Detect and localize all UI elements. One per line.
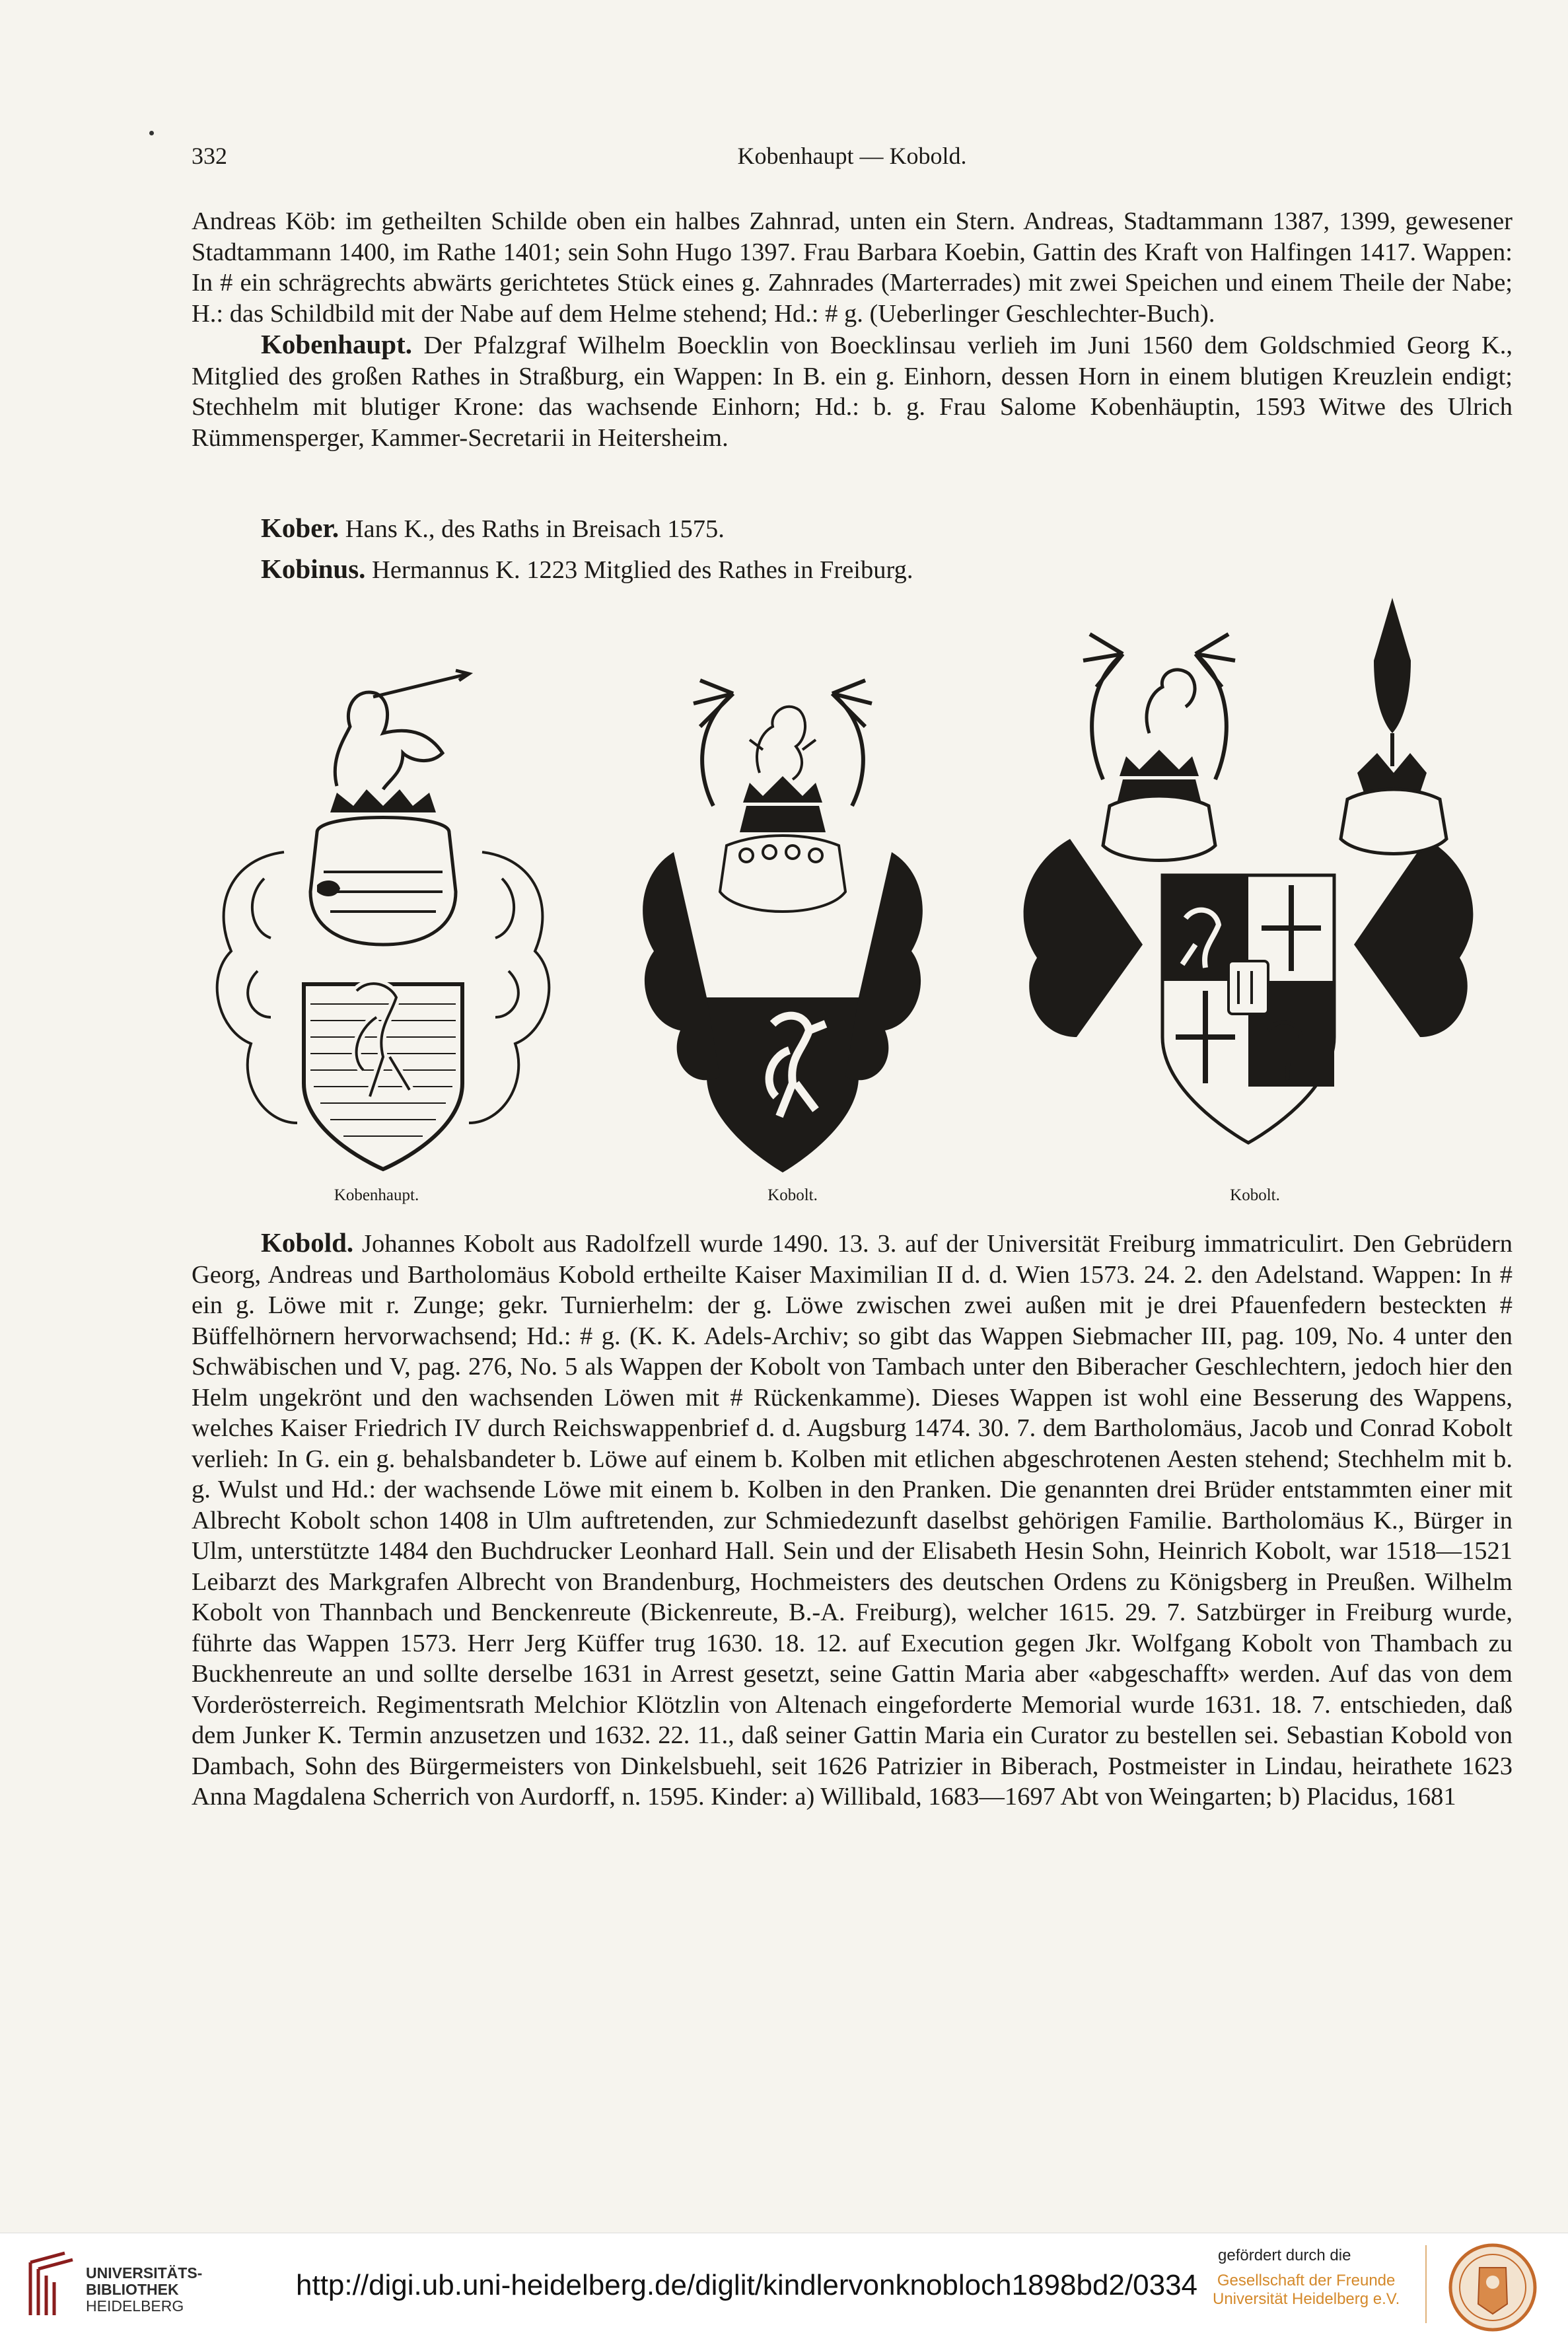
ink-dot xyxy=(149,131,154,135)
sponsor-intro: gefördert durch die xyxy=(1218,2247,1351,2264)
library-name xyxy=(86,2265,202,2315)
caption-kobolt-1: Kobolt. xyxy=(767,1186,818,1204)
viewer-footer xyxy=(0,2233,1568,2337)
library-line-1: UNIVERSITÄTS- xyxy=(86,2264,203,2282)
coat-of-arms-lion-icon xyxy=(627,654,938,1176)
entry-kobenhaupt xyxy=(192,329,1513,453)
footer-divider xyxy=(1425,2245,1427,2323)
headword-kobold: Kobold. xyxy=(261,1227,354,1258)
entry-kobinus-text: Hermannus K. 1223 Mitglied des Rathes in Freiburg. xyxy=(365,556,913,584)
coat-of-arms-unicorn-icon xyxy=(192,661,575,1176)
coat-of-arms-quartered-icon xyxy=(997,575,1499,1169)
caption-kobenhaupt: Kobenhaupt. xyxy=(334,1186,419,1204)
entries-top xyxy=(192,206,1513,453)
entry-kobold xyxy=(192,1227,1513,1813)
entries-kobinus xyxy=(192,554,968,586)
sponsor-line-1: Gesellschaft der Freunde xyxy=(1217,2272,1396,2289)
entries-middle xyxy=(192,513,1513,545)
university-seal-icon xyxy=(1446,2241,1539,2334)
caption-kobolt-2: Kobolt. xyxy=(1230,1186,1280,1204)
entry-kobenhaupt-text: Der Pfalzgraf Wilhelm Boecklin von Boecklinsau verlieh im Juni 1560 dem Goldschmied Georg K., Mitglied des großen Rathes in Straßburg, ein Wappen: In B. ein g. Einhorn, dessen Horn in einem blutigen Kreuzlein endigt; Stechhelm mit blutiger Krone: das wachsende Einhorn; Hd.: b. g. Frau Salome Kobenhäuptin, 1593 Witwe des Ulrich Rümmensperger, Kammer-Secretarii in Heitersheim. xyxy=(192,332,1513,452)
page-number: 332 xyxy=(192,143,227,169)
headword-kobenhaupt: Kobenhaupt. xyxy=(261,329,413,359)
entry-kobinus xyxy=(192,554,968,586)
sponsor-name xyxy=(1213,2272,1400,2309)
entries-bottom xyxy=(192,1227,1513,1813)
sponsor-line-2: Universität Heidelberg e.V. xyxy=(1213,2290,1400,2308)
page-header xyxy=(192,142,1513,182)
entry-koeb: Andreas Köb: im getheilten Schilde oben ein halbes Zahnrad, unten ein Stern. Andreas, Stadtammann 1387, 1399, gewesener Stadtammann 1400, im Rathe 1401; sein Sohn Hugo 1397. Frau Barbara Koebin, Gattin des Kraft von Halfingen 1417. Wappen: In # ein schrägrechts abwärts gerichtetes Stück eines g. Zahnrades (Marterrades) mit zwei Speichen und einem Theile der Nabe; H.: das Schildbild mit der Nabe auf dem Helme stehend; Hd.: # g. (Ueberlinger Geschlechter-Buch). xyxy=(192,207,1513,328)
library-line-2: BIBLIOTHEK xyxy=(86,2281,179,2298)
permalink-url[interactable]: http://digi.ub.uni-heidelberg.de/diglit/kindlervonknobloch1898bd2/0334 xyxy=(296,2269,1198,2301)
entry-kober-text: Hans K., des Raths in Breisach 1575. xyxy=(339,515,725,543)
entry-kober xyxy=(192,513,1513,545)
entry-kobold-text: Johannes Kobolt aus Radolfzell wurde 1490. 13. 3. auf der Universität Freiburg immatriculirt. Den Gebrüdern Georg, Andreas und Bartholomäus Kobold ertheilte Kaiser Maximilian II d. d. Wien 1573. 24. 2. den Adelstand. Wappen: In # ein g. Löwe mit r. Zunge; gekr. Turnierhelm: der g. Löwe zwischen zwei außen mit je drei Pfauenfedern besteckten # Büffelhörnern hervorwachsend; Hd.: # g. (K. K. Adels-Archiv; so gibt das Wappen Siebmacher III, pag. 109, No. 4 unter den Schwäbischen und V, pag. 276, No. 5 als Wappen der Kobolt von Tambach unter den Biberacher Geschlechtern, jedoch hier den Helm ungekrönt und den wachsenden Löwen mit # Rückenkamme). Dieses Wappen ist wohl eine Besserung des Wappens, welches Kaiser Friedrich IV durch Reichswappenbrief d. d. Augsburg 1474. 30. 7. dem Bartholomäus, Jacob und Conrad Kobolt verlieh: In G. ein g. behalsbandeter b. Löwe auf einem b. Kolben mit etlichen abgeschrotenen Aesten stehend; Stechhelm mit b. g. Wulst und Hd.: der wachsende Löwe mit einem b. Kolben in den Pranken. Die genannten drei Brüder entstammten einer mit Albrecht Kobolt schon 1408 in Ulm auftretenden, zur Schmiedezunft daselbst gehörigen Familie. Bartholomäus K., Bürger in Ulm, unterstützte 1484 den Buchdrucker Leonhard Hall. Sein und der Elisabeth Hesin Sohn, Heinrich Kobolt, war 1518—1521 Leibarzt des Markgrafen Albrecht von Brandenburg, Hochmeisters des deutschen Ordens zu Königsberg in Preußen. Wilhelm Kobolt von Thannbach und Benckenreute (Bickenreute, B.-A. Freiburg), welcher 1615. 29. 7. Satzbürger in Freiburg wurde, führte das Wappen 1573. Herr Jerg Küffer trug 1630. 18. 12. auf Execution gegen Jkr. Wolfgang Kobolt von Thambach zu Buckhenreute an und sollte derselbe 1631 in Arrest gesetzt, seine Gattin Maria aber «abgeschafft» werden. Auf das von dem Vorderösterreich. Regimentsrath Melchior Klötzlin von Altenach eingeforderte Memorial wurde 1631. 18. 7. entschieden, daß dem Junker K. Termin anzusetzen und 1632. 22. 11., daß seiner Gattin Maria ein Curator zu bestellen sei. Sebastian Kobold von Dambach, Sohn des Bürgermeisters von Dinkelsbuehl, seit 1626 Patrizier in Biberach, Postmeister in Lindau, heirathete 1623 Anna Magdalena Scherrich von Aurdorff, n. 1595. Kinder: a) Willibald, 1683—1697 Abt von Weingarten; b) Placidus, 1681 xyxy=(192,1230,1513,1811)
university-library-logo-icon xyxy=(25,2249,78,2322)
headword-kober: Kober. xyxy=(261,513,339,543)
library-line-3: HEIDELBERG xyxy=(86,2297,184,2315)
running-title: Kobenhaupt — Kobold. xyxy=(737,143,967,169)
headword-kobinus: Kobinus. xyxy=(261,554,366,584)
